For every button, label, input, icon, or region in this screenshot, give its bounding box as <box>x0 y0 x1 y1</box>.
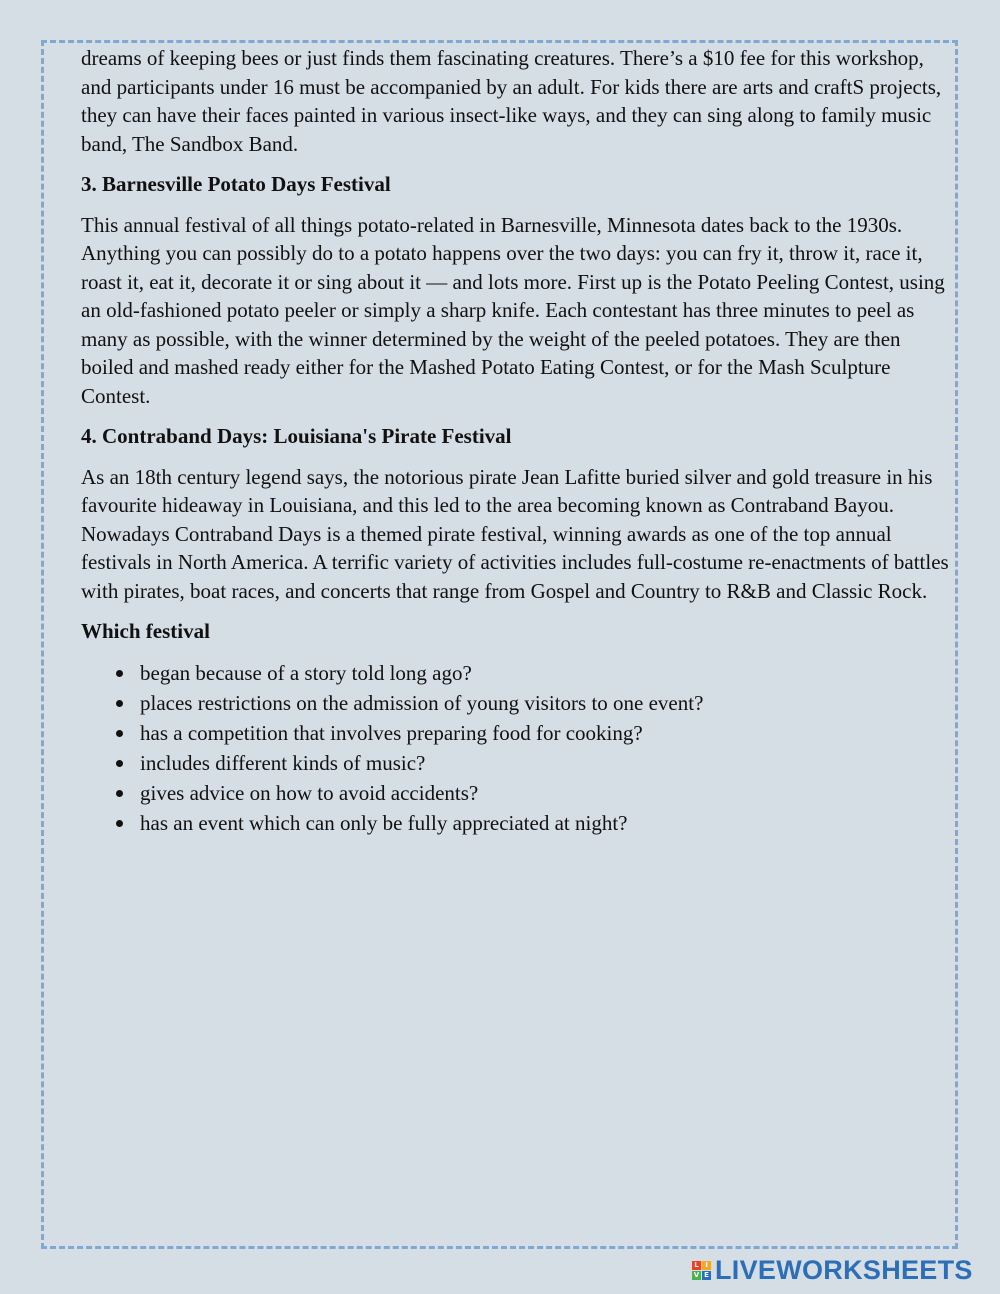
bullet-icon <box>116 820 123 827</box>
question-item <box>140 808 953 838</box>
question-text: began because of a story told long ago? <box>140 660 472 685</box>
badge-letter: I <box>702 1261 711 1270</box>
section-body-contraband-days: As an 18th century legend says, the notorious pirate Jean Lafitte buried silver and gold treasure in his favourite hideaway in Louisiana, and this led to the area becoming known as Contraband Bayou. Nowadays Contraband Days is a themed pirate festival, winning awards as one of the top annual festivals in North America. A terrific variety of activities includes full-costume re-enactments of battles with pirates, boat races, and concerts that range from Gospel and Country to R&B and Classic Rock. <box>81 464 949 603</box>
badge-letter: V <box>693 1270 700 1279</box>
liveworksheets-logo[interactable] <box>692 1255 973 1285</box>
badge-letter: E <box>702 1271 711 1280</box>
question-text: has an event which can only be fully appreciated at night? <box>140 810 628 835</box>
section-body-potato-days: This annual festival of all things potato-related in Barnesville, Minnesota dates back to the 1930s. Anything you can possibly do to a potato happens over the two days: you can fry it, throw it, race it, roast it, eat it, decorate it or sing about it — and lots more. First up is the Potato Peeling Contest, using an old-fashioned potato peeler or simply a sharp knife. Each contestant has three minutes to peel as many as possible, with the winner determined by the weight of the peeled potatoes. They are then boiled and mashed ready either for the Mashed Potato Eating Contest, or for the Mash Sculpture Contest. <box>81 212 945 408</box>
worksheet-content <box>81 44 953 838</box>
question-heading: Which festival <box>81 619 210 643</box>
question-text: places restrictions on the admission of young visitors to one event? <box>140 690 704 715</box>
bullet-icon <box>116 730 123 737</box>
question-text: includes different kinds of music? <box>140 750 426 775</box>
bullet-icon <box>116 790 123 797</box>
question-text: gives advice on how to avoid accidents? <box>140 780 479 805</box>
badge-letter: L <box>692 1261 701 1270</box>
bullet-icon <box>116 670 123 677</box>
question-text: has a competition that involves preparing food for cooking? <box>140 720 643 745</box>
logo-text: LIVEWORKSHEETS <box>715 1255 973 1285</box>
question-item <box>140 658 953 688</box>
question-item <box>140 718 953 748</box>
question-item <box>140 778 953 808</box>
section-heading-contraband-days: 4. Contraband Days: Louisiana's Pirate Festival <box>81 424 512 448</box>
section-heading-potato-days: 3. Barnesville Potato Days Festival <box>81 172 391 196</box>
question-item <box>140 688 953 718</box>
question-list <box>81 658 953 838</box>
bullet-icon <box>116 700 123 707</box>
question-item <box>140 748 953 778</box>
intro-paragraph: dreams of keeping bees or just finds them fascinating creatures. There’s a $10 fee for this workshop, and participants under 16 must be accompanied by an adult. For kids there are arts and craftS projects, they can have their faces painted in various insect-like ways, and they can sing along to family music band, The Sandbox Band. <box>81 46 942 156</box>
logo-badge-icon <box>692 1261 711 1280</box>
bullet-icon <box>116 760 123 767</box>
